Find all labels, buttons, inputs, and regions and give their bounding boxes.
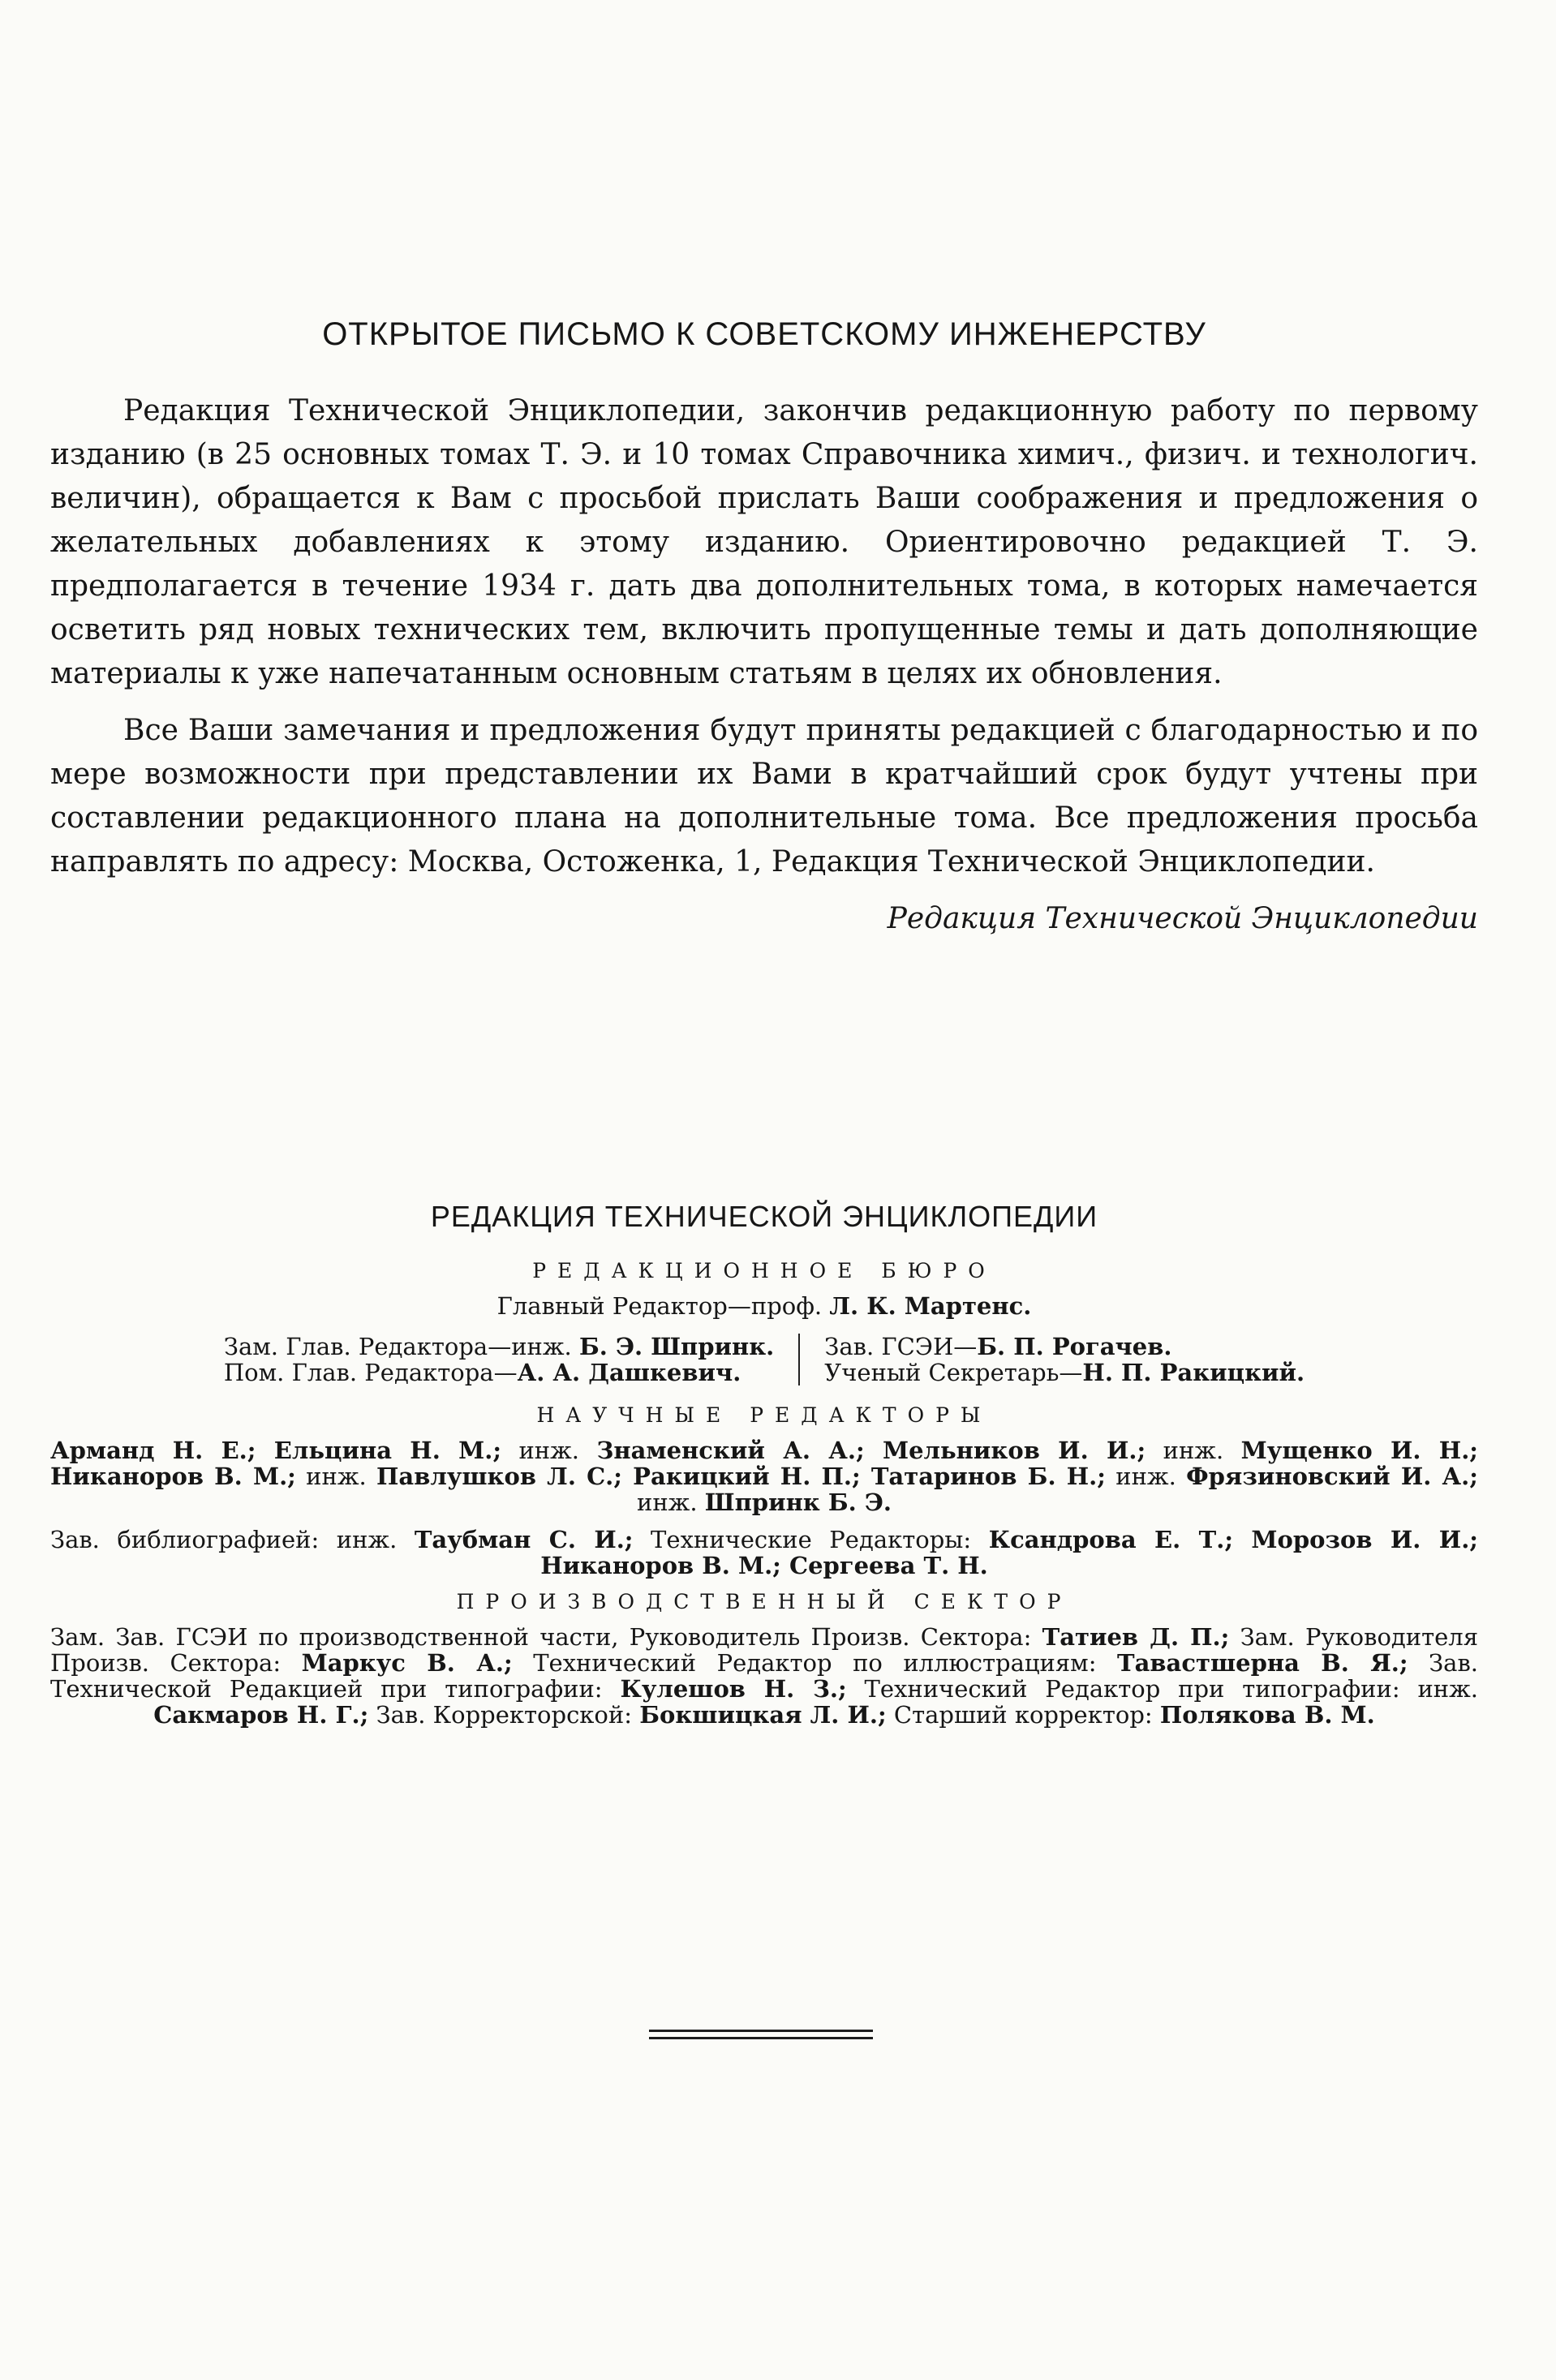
deputy-label: Зам. Глав. Редактора—инж.: [223, 1333, 572, 1360]
chief-editor: [50, 1293, 1478, 1319]
letter-signature: Редакция Технической Энциклопедии: [887, 902, 1478, 935]
deputies-left-column: [224, 1334, 798, 1385]
editor-title: инж.: [637, 1489, 705, 1516]
science-editors-list: [50, 1437, 1478, 1515]
deputies-right-column: [798, 1334, 1305, 1385]
chief-editor-label: Главный Редактор—проф.: [496, 1292, 823, 1320]
footer-double-rule: [649, 2030, 873, 2039]
bureau-header: РЕДАКЦИОННОЕ БЮРО: [532, 1259, 996, 1282]
production-name: Сакмаров Н. Г.;: [153, 1701, 369, 1729]
deputies-block: [50, 1334, 1478, 1385]
editorial-board: [50, 1259, 1478, 1739]
letter-paragraph-2: Все Ваши замечания и предложения будут приняты редакцией с благодарностью и по мере возможности при представлении их Вами в кратчайший срок будут учтены при составлении редакционного плана на дополнительные тома. Все предложения просьба направлять по адресу: Москва, Остоженка, 1, Редакция Технической Энциклопедии.: [50, 714, 1478, 879]
production-sector-list: [50, 1624, 1478, 1728]
editor-title: инж.: [501, 1437, 597, 1464]
science-editors-header: НАУЧНЫЕ РЕДАКТОРЫ: [536, 1403, 992, 1427]
biblio-label: Зав. библиографией: инж.: [50, 1526, 415, 1553]
tech-editors-label: Технические Редакторы:: [633, 1526, 989, 1553]
editor-title: инж.: [1105, 1463, 1187, 1490]
production-role: Старший корректор:: [886, 1701, 1160, 1729]
deputy-line: [824, 1360, 1305, 1385]
editor-names: Мущенко И. Н.; Никаноров В. М.;: [50, 1437, 1479, 1490]
production-name: Татиев Д. П.;: [1042, 1623, 1230, 1651]
letter-paragraph-1: Редакция Технической Энциклопедии, закончив редакционную работу по первому изданию (в 25 основных томах Т. Э. и 10 томах Справочника химич., физич. и технологич. величин), обращается к Вам с просьбой прислать Ваши соображения и предложения о желательных добавлениях к этому изданию. Ориентировочно редакцией Т. Э. предполагается в течение 1934 г. дать два дополнительных тома, в которых намечается осветить ряд новых технических тем, включить пропущенные темы и дать дополняющие материалы к уже напечатанным основным статьям в целях их обновления.: [50, 394, 1478, 690]
editor-names: Павлушков Л. С.; Ракицкий Н. П.; Татаринов Б. Н.;: [376, 1463, 1106, 1490]
deputy-line: [824, 1334, 1305, 1360]
deputy-line: [224, 1334, 774, 1360]
production-name: Полякова В. М.: [1159, 1701, 1375, 1729]
board-title: РЕДАКЦИЯ ТЕХНИЧЕСКОЙ ЭНЦИКЛОПЕДИИ: [430, 1200, 1098, 1233]
production-role: Технический Редактор при типографии: инж.: [846, 1675, 1479, 1703]
production-role: Технический Редактор по иллюстрациям:: [512, 1649, 1118, 1677]
editor-names: Шпринк Б. Э.: [704, 1489, 892, 1516]
production-role: Зам. Руководителя Произв. Сектора:: [50, 1623, 1479, 1677]
deputy-name: Б. П. Рогачев.: [977, 1333, 1172, 1360]
deputy-label: Пом. Глав. Редактора—: [223, 1359, 518, 1386]
editor-title: инж.: [295, 1463, 377, 1490]
deputy-name: А. А. Дашкевич.: [517, 1359, 741, 1386]
deputy-name: Н. П. Ракицкий.: [1082, 1359, 1305, 1386]
chief-editor-name: Л. К. Мартенс.: [829, 1292, 1032, 1320]
production-name: Тавастшерна В. Я.;: [1117, 1649, 1408, 1677]
deputy-line: [224, 1360, 774, 1385]
letter-body: [50, 389, 1478, 941]
deputy-name: Б. Э. Шпринк.: [578, 1333, 775, 1360]
editor-names: Фрязиновский И. А.;: [1186, 1463, 1478, 1490]
editor-title: инж.: [1146, 1437, 1241, 1464]
deputy-label: Ученый Секретарь—: [824, 1359, 1083, 1386]
letter-title: ОТКРЫТОЕ ПИСЬМО К СОВЕТСКОМУ ИНЖЕНЕРСТВУ: [322, 316, 1206, 352]
bibliography-and-tech-editors: [50, 1527, 1478, 1579]
editor-names: Арманд Н. Е.; Ельцина Н. М.;: [50, 1437, 502, 1464]
document-page: [50, 0, 1478, 2380]
deputy-label: Зав. ГСЭИ—: [824, 1333, 978, 1360]
tech-editors-names: Ксандрова Е. Т.; Морозов И. И.; Никаноров В. М.; Сергеева Т. Н.: [540, 1526, 1478, 1579]
production-header: ПРОИЗВОДСТВЕННЫЙ СЕКТОР: [456, 1590, 1072, 1613]
production-name: Кулешов Н. З.;: [620, 1675, 847, 1703]
production-role: Зав. Технической Редакцией при типографии:: [50, 1649, 1478, 1703]
biblio-name: Таубман С. И.;: [414, 1526, 634, 1553]
production-role: Зав. Корректорской:: [368, 1701, 640, 1729]
production-name: Маркус В. А.;: [301, 1649, 513, 1677]
production-role: Зам. Зав. ГСЭИ по производственной части, Руководитель Произв. Сектора:: [50, 1623, 1042, 1651]
editor-names: Знаменский А. А.; Мельников И. И.;: [596, 1437, 1146, 1464]
production-name: Бокшицкая Л. И.;: [639, 1701, 887, 1729]
